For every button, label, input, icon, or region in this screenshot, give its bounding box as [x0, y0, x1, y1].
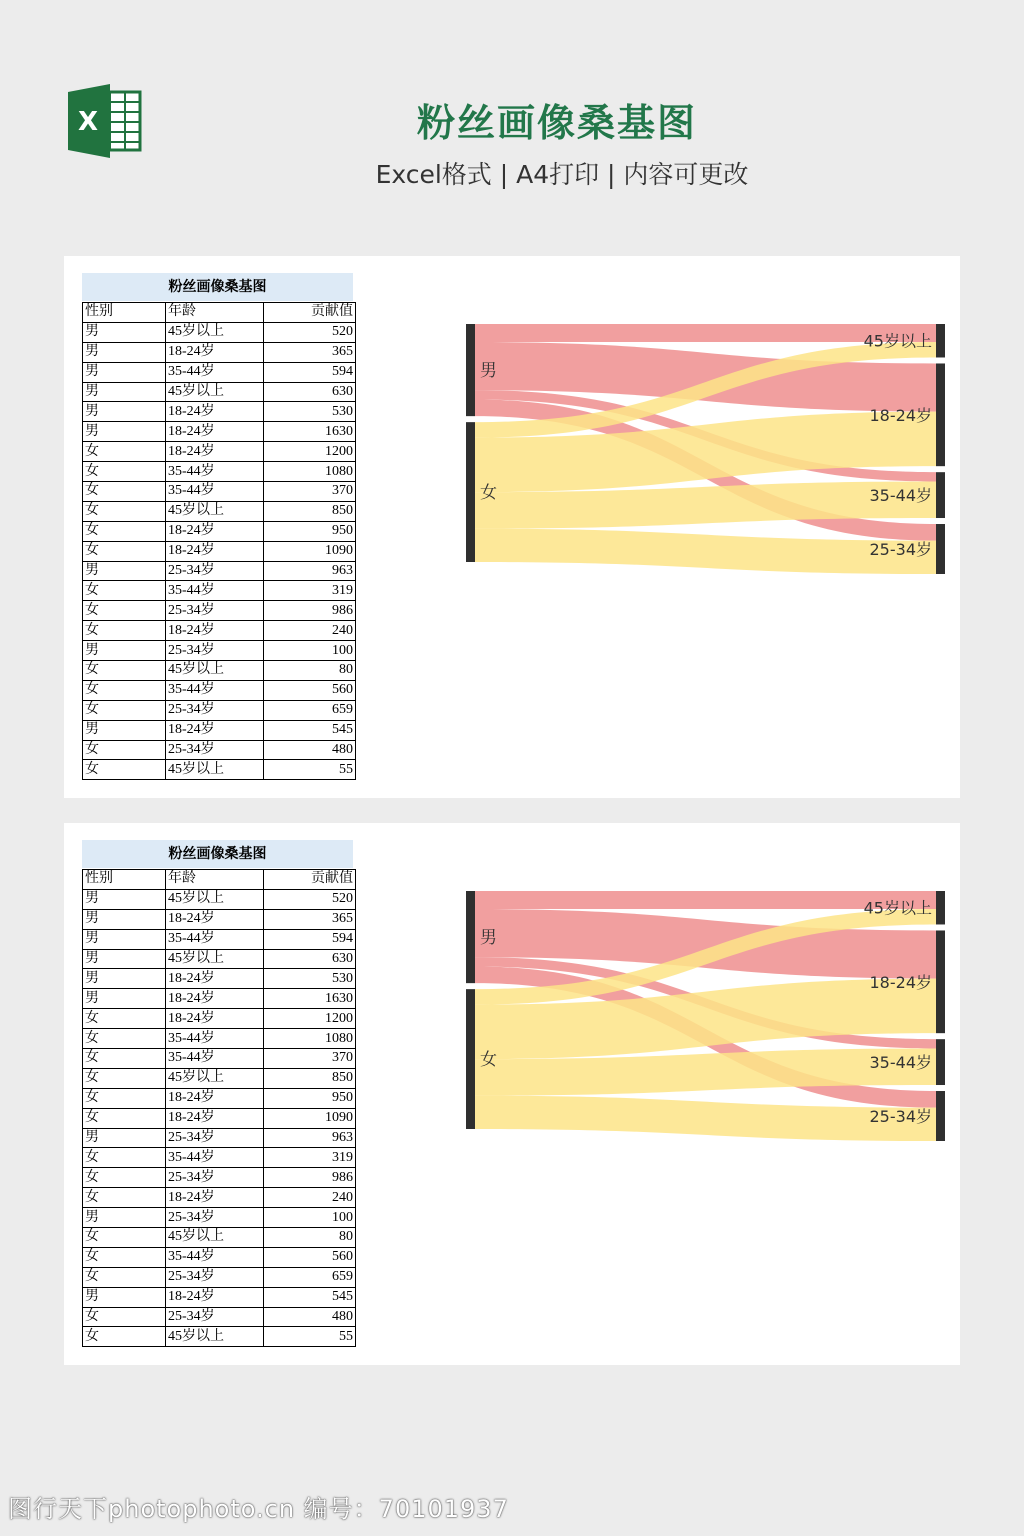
- table-cell: 560: [264, 1247, 356, 1267]
- table-cell: 18-24岁: [166, 521, 264, 541]
- table-row: [83, 1287, 356, 1307]
- table-cell: 35-44岁: [166, 1049, 264, 1069]
- sankey-target-node: [936, 472, 945, 518]
- watermark: 图行天下photophoto.cn 编号：70101937: [8, 1495, 509, 1523]
- table-cell: 女: [83, 462, 166, 482]
- table-cell: 女: [83, 601, 166, 621]
- table-cell: 45岁以上: [166, 760, 264, 780]
- sankey-target-node: [936, 324, 945, 357]
- table-cell: 女: [83, 521, 166, 541]
- table-row: [83, 700, 356, 720]
- table-cell: 319: [264, 581, 356, 601]
- table-row: [83, 889, 356, 909]
- table-cell: 男: [83, 382, 166, 402]
- table-cell: 35-44岁: [166, 929, 264, 949]
- table-cell: 1200: [264, 1009, 356, 1029]
- table-cell: 1630: [264, 422, 356, 442]
- sankey-chart: [454, 883, 954, 1153]
- table-cell: 530: [264, 969, 356, 989]
- sankey-target-label: 25-34岁: [869, 540, 932, 560]
- table-cell: 女: [83, 1108, 166, 1128]
- table-row: [83, 989, 356, 1009]
- table-cell: 1080: [264, 462, 356, 482]
- table-cell: 男: [83, 402, 166, 422]
- table-cell: 35-44岁: [166, 1148, 264, 1168]
- table-cell: 319: [264, 1148, 356, 1168]
- sankey-source-node: [466, 989, 475, 1129]
- table-cell: 45岁以上: [166, 1228, 264, 1248]
- table-row: [83, 561, 356, 581]
- table-row: [83, 1128, 356, 1148]
- header-cell: 年龄: [166, 303, 264, 323]
- table-cell: 男: [83, 422, 166, 442]
- table-cell: 35-44岁: [166, 462, 264, 482]
- table-cell: 女: [83, 1049, 166, 1069]
- table-row: [83, 1088, 356, 1108]
- table-cell: 18-24岁: [166, 909, 264, 929]
- table-cell: 45岁以上: [166, 1068, 264, 1088]
- table-row: [83, 482, 356, 502]
- table-row: [83, 462, 356, 482]
- table-cell: 45岁以上: [166, 949, 264, 969]
- table-cell: 520: [264, 322, 356, 342]
- data-table: [82, 869, 356, 1347]
- sankey-source-node: [466, 891, 475, 983]
- table-cell: 545: [264, 1287, 356, 1307]
- table-cell: 18-24岁: [166, 720, 264, 740]
- svg-text:X: X: [77, 107, 99, 137]
- table-cell: 80: [264, 1228, 356, 1248]
- table-cell: 女: [83, 700, 166, 720]
- table-cell: 女: [83, 482, 166, 502]
- sheet-panel-2: [64, 823, 960, 1365]
- table-cell: 女: [83, 1188, 166, 1208]
- table-cell: 18-24岁: [166, 342, 264, 362]
- table-row: [83, 969, 356, 989]
- table-cell: 男: [83, 909, 166, 929]
- table-cell: 986: [264, 601, 356, 621]
- table-cell: 女: [83, 740, 166, 760]
- table-title: 粉丝画像桑基图: [82, 840, 353, 868]
- table-cell: 850: [264, 1068, 356, 1088]
- sankey-source-label: 男: [480, 361, 497, 382]
- table-cell: 18-24岁: [166, 989, 264, 1009]
- sankey-target-label: 45岁以上: [863, 898, 932, 918]
- sankey-source-label: 女: [480, 1050, 497, 1071]
- table-row: [83, 1188, 356, 1208]
- table-cell: 男: [83, 969, 166, 989]
- table-cell: 女: [83, 661, 166, 681]
- table-row: [83, 422, 356, 442]
- table-cell: 1200: [264, 442, 356, 462]
- table-cell: 594: [264, 929, 356, 949]
- table-cell: 男: [83, 1128, 166, 1148]
- table-cell: 480: [264, 740, 356, 760]
- table-cell: 女: [83, 1029, 166, 1049]
- table-cell: 45岁以上: [166, 1327, 264, 1347]
- table-cell: 男: [83, 889, 166, 909]
- table-cell: 1090: [264, 541, 356, 561]
- sankey-source-label: 男: [480, 928, 497, 949]
- table-cell: 45岁以上: [166, 661, 264, 681]
- table-cell: 240: [264, 621, 356, 641]
- table-cell: 18-24岁: [166, 422, 264, 442]
- table-cell: 35-44岁: [166, 680, 264, 700]
- table-cell: 25-34岁: [166, 601, 264, 621]
- table-cell: 女: [83, 1267, 166, 1287]
- table-cell: 男: [83, 322, 166, 342]
- header-cell: 年龄: [166, 870, 264, 890]
- table-cell: 100: [264, 1208, 356, 1228]
- table-cell: 1630: [264, 989, 356, 1009]
- sankey-source-node: [466, 422, 475, 562]
- sankey-target-label: 18-24岁: [869, 972, 932, 992]
- table-cell: 女: [83, 760, 166, 780]
- table-cell: 25-34岁: [166, 561, 264, 581]
- table-row: [83, 581, 356, 601]
- table-row: [83, 382, 356, 402]
- table-row: [83, 760, 356, 780]
- table-row: [83, 1049, 356, 1069]
- sankey-target-node: [936, 524, 945, 574]
- sankey-target-label: 35-44岁: [869, 1053, 932, 1073]
- sankey-target-label: 25-34岁: [869, 1107, 932, 1127]
- header-cell: 贡献值: [264, 870, 356, 890]
- table-cell: 18-24岁: [166, 1287, 264, 1307]
- sankey-target-node: [936, 1091, 945, 1141]
- table-cell: 520: [264, 889, 356, 909]
- header-cell: 性别: [83, 303, 166, 323]
- table-cell: 545: [264, 720, 356, 740]
- sankey-target-node: [936, 930, 945, 1033]
- table-title: 粉丝画像桑基图: [82, 273, 353, 301]
- table-cell: 25-34岁: [166, 641, 264, 661]
- table-cell: 370: [264, 1049, 356, 1069]
- table-cell: 55: [264, 1327, 356, 1347]
- table-cell: 35-44岁: [166, 1247, 264, 1267]
- table-cell: 25-34岁: [166, 1208, 264, 1228]
- table-row: [83, 1148, 356, 1168]
- header-cell: 性别: [83, 870, 166, 890]
- table-row: [83, 720, 356, 740]
- table-row: [83, 1327, 356, 1347]
- table-cell: 594: [264, 362, 356, 382]
- table-cell: 25-34岁: [166, 1128, 264, 1148]
- table-cell: 男: [83, 720, 166, 740]
- table-cell: 45岁以上: [166, 889, 264, 909]
- table-cell: 男: [83, 362, 166, 382]
- table-cell: 男: [83, 342, 166, 362]
- table-row: [83, 1247, 356, 1267]
- table-row: [83, 641, 356, 661]
- table-cell: 950: [264, 1088, 356, 1108]
- table-cell: 630: [264, 949, 356, 969]
- table-cell: 35-44岁: [166, 482, 264, 502]
- table-cell: 986: [264, 1168, 356, 1188]
- table-cell: 男: [83, 989, 166, 1009]
- table-cell: 240: [264, 1188, 356, 1208]
- table-row: [83, 601, 356, 621]
- table-cell: 659: [264, 700, 356, 720]
- table-cell: 女: [83, 1088, 166, 1108]
- table-cell: 963: [264, 561, 356, 581]
- table-cell: 女: [83, 581, 166, 601]
- table-cell: 365: [264, 909, 356, 929]
- table-cell: 560: [264, 680, 356, 700]
- table-cell: 18-24岁: [166, 541, 264, 561]
- table-row: [83, 949, 356, 969]
- table-cell: 25-34岁: [166, 1267, 264, 1287]
- table-cell: 女: [83, 1009, 166, 1029]
- table-cell: 963: [264, 1128, 356, 1148]
- table-cell: 35-44岁: [166, 1029, 264, 1049]
- table-row: [83, 621, 356, 641]
- table-row: [83, 342, 356, 362]
- table-row: [83, 661, 356, 681]
- table-cell: 女: [83, 442, 166, 462]
- table-cell: 630: [264, 382, 356, 402]
- table-cell: 18-24岁: [166, 442, 264, 462]
- table-row: [83, 740, 356, 760]
- table-cell: 女: [83, 621, 166, 641]
- table-cell: 530: [264, 402, 356, 422]
- page-subtitle: Excel格式 | A4打印 | 内容可更改: [375, 160, 749, 189]
- sankey-links: [475, 891, 936, 1141]
- table-cell: 女: [83, 1168, 166, 1188]
- table-cell: 18-24岁: [166, 1188, 264, 1208]
- page-title: 粉丝画像桑基图: [416, 101, 697, 145]
- table-cell: 25-34岁: [166, 1307, 264, 1327]
- table-row: [83, 1267, 356, 1287]
- sheet-panel-1: [64, 256, 960, 798]
- table-row: [83, 1228, 356, 1248]
- table-cell: 女: [83, 1327, 166, 1347]
- table-cell: 25-34岁: [166, 1168, 264, 1188]
- table-cell: 850: [264, 501, 356, 521]
- table-row: [83, 680, 356, 700]
- table-cell: 男: [83, 949, 166, 969]
- table-cell: 365: [264, 342, 356, 362]
- table-cell: 18-24岁: [166, 621, 264, 641]
- table-cell: 80: [264, 661, 356, 681]
- table-row: [83, 1108, 356, 1128]
- table-cell: 男: [83, 1208, 166, 1228]
- table-row: [83, 442, 356, 462]
- table-row: [83, 402, 356, 422]
- table-cell: 女: [83, 1307, 166, 1327]
- table-cell: 女: [83, 541, 166, 561]
- sankey-target-label: 18-24岁: [869, 405, 932, 425]
- sankey-chart: [454, 316, 954, 586]
- data-table: [82, 302, 356, 780]
- table-cell: 1080: [264, 1029, 356, 1049]
- table-cell: 45岁以上: [166, 382, 264, 402]
- table-cell: 男: [83, 641, 166, 661]
- table-cell: 18-24岁: [166, 1009, 264, 1029]
- sankey-source-node: [466, 324, 475, 416]
- table-cell: 女: [83, 1247, 166, 1267]
- table-row: [83, 1168, 356, 1188]
- table-cell: 659: [264, 1267, 356, 1287]
- table-cell: 950: [264, 521, 356, 541]
- table-row: [83, 1208, 356, 1228]
- sankey-target-label: 45岁以上: [863, 331, 932, 351]
- table-row: [83, 322, 356, 342]
- table-row: [83, 1009, 356, 1029]
- table-cell: 男: [83, 929, 166, 949]
- table-cell: 女: [83, 680, 166, 700]
- table-row: [83, 521, 356, 541]
- table-row: [83, 541, 356, 561]
- sankey-target-node: [936, 1039, 945, 1085]
- table-cell: 女: [83, 1228, 166, 1248]
- table-row: [83, 1307, 356, 1327]
- table-cell: 1090: [264, 1108, 356, 1128]
- table-cell: 480: [264, 1307, 356, 1327]
- header-cell: 贡献值: [264, 303, 356, 323]
- table-header: [83, 870, 356, 890]
- table-row: [83, 909, 356, 929]
- sankey-target-label: 35-44岁: [869, 486, 932, 506]
- table-cell: 45岁以上: [166, 501, 264, 521]
- table-row: [83, 929, 356, 949]
- table-cell: 18-24岁: [166, 969, 264, 989]
- table-cell: 100: [264, 641, 356, 661]
- table-cell: 男: [83, 1287, 166, 1307]
- sankey-target-node: [936, 363, 945, 466]
- table-cell: 18-24岁: [166, 402, 264, 422]
- table-row: [83, 501, 356, 521]
- table-cell: 18-24岁: [166, 1108, 264, 1128]
- table-cell: 男: [83, 561, 166, 581]
- table-row: [83, 1068, 356, 1088]
- table-row: [83, 1029, 356, 1049]
- table-cell: 35-44岁: [166, 362, 264, 382]
- table-cell: 45岁以上: [166, 322, 264, 342]
- table-row: [83, 362, 356, 382]
- table-cell: 370: [264, 482, 356, 502]
- table-cell: 女: [83, 1148, 166, 1168]
- table-cell: 18-24岁: [166, 1088, 264, 1108]
- table-cell: 女: [83, 1068, 166, 1088]
- table-cell: 25-34岁: [166, 700, 264, 720]
- table-header: [83, 303, 356, 323]
- table-cell: 25-34岁: [166, 740, 264, 760]
- sankey-target-node: [936, 891, 945, 924]
- table-cell: 女: [83, 501, 166, 521]
- table-cell: 35-44岁: [166, 581, 264, 601]
- sankey-links: [475, 324, 936, 574]
- table-cell: 55: [264, 760, 356, 780]
- sankey-source-label: 女: [480, 483, 497, 504]
